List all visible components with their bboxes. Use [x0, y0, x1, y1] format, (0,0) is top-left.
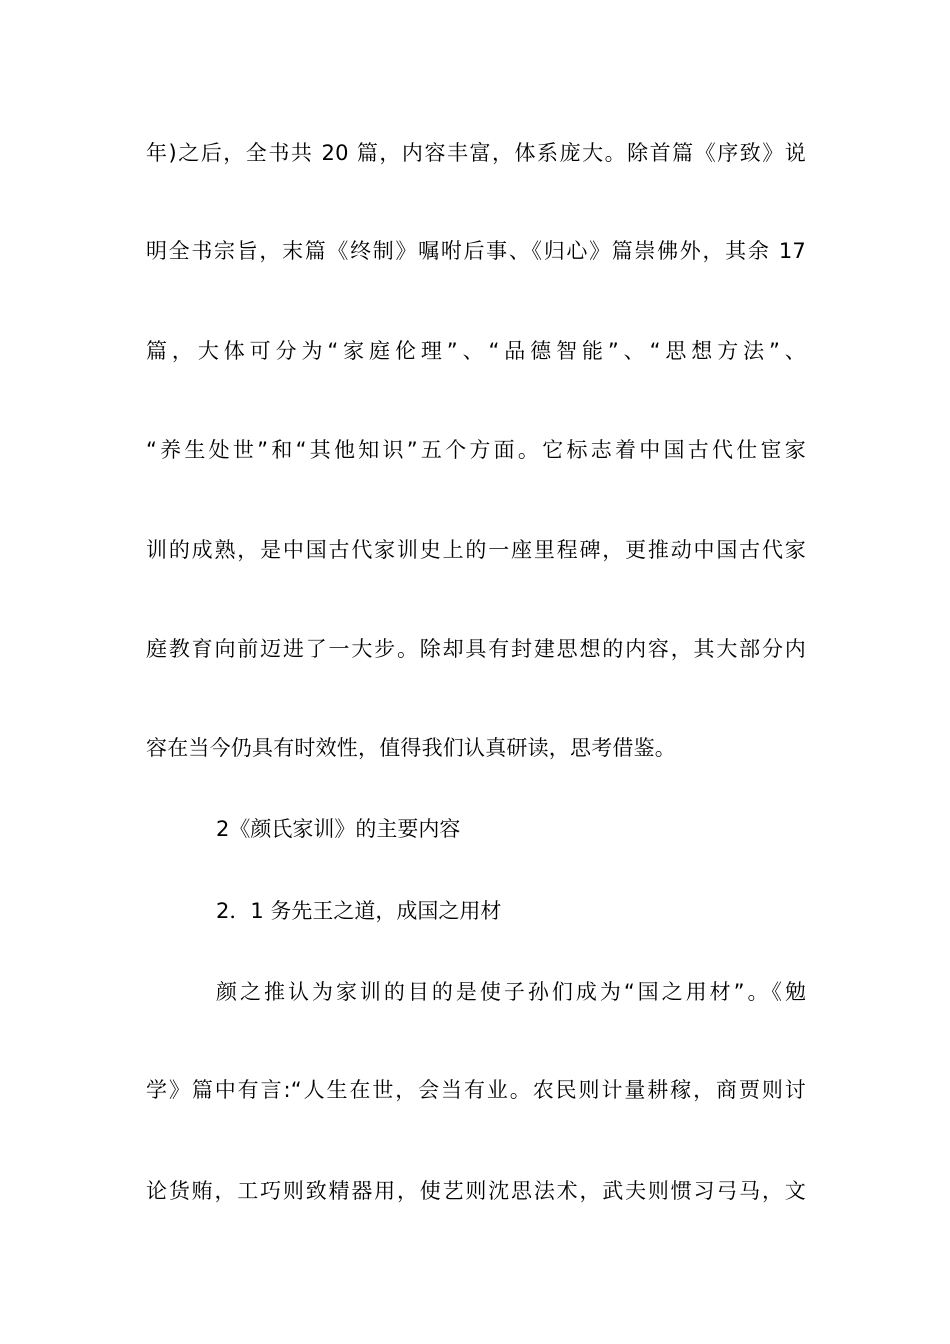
paragraph-line: 篇，大体可分为“家庭伦理”、“品德智能”、“思想方法”、 [146, 339, 806, 363]
paragraph-first-line: 颜之推认为家训的目的是使子孙们成为“国之用材”。《勉 [216, 980, 806, 1004]
subsection-heading: 2．1 务先王之道，成国之用材 [216, 899, 502, 923]
paragraph-line: 论货贿，工巧则致精器用，使艺则沈思法术，武夫则惯习弓马，文 [146, 1179, 806, 1203]
paragraph-line: 明全书宗旨，末篇《终制》嘱咐后事、《归心》篇崇佛外，其余 17 [146, 239, 806, 263]
paragraph-line: 容在当今仍具有时效性，值得我们认真研读，思考借鉴。 [146, 736, 676, 760]
paragraph-line: 学》篇中有言:“人生在世，会当有业。农民则计量耕稼，商贾则讨 [146, 1078, 806, 1102]
paragraph-line: 训的成熟，是中国古代家训史上的一座里程碑，更推动中国古代家 [146, 538, 806, 562]
paragraph-line: 庭教育向前迈进了一大步。除却具有封建思想的内容，其大部分内 [146, 637, 806, 661]
section-heading: 2《颜氏家训》的主要内容 [216, 817, 461, 841]
paragraph-line: 年)之后，全书共 20 篇，内容丰富，体系庞大。除首篇《序致》说 [146, 141, 806, 165]
paragraph-line: “养生处世”和“其他知识”五个方面。它标志着中国古代仕宦家 [146, 438, 806, 462]
